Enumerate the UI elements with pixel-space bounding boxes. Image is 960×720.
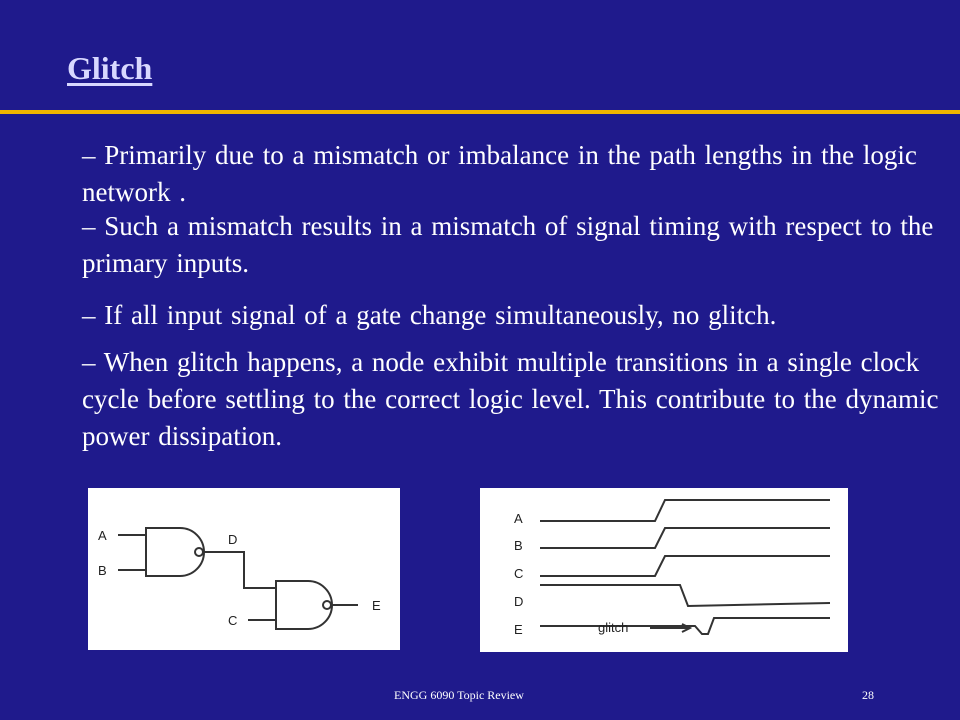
title-divider <box>0 110 960 114</box>
signal-label-c: C <box>514 566 524 581</box>
circuit-diagram <box>88 488 400 650</box>
label-a: A <box>98 528 107 543</box>
waveform-d <box>540 585 830 606</box>
wire-d <box>203 552 276 588</box>
label-e: E <box>372 598 381 613</box>
bullet-item: – Such a mismatch results in a mismatch of signal timing with respect to the primary inputs. <box>82 211 934 278</box>
page-number: 28 <box>862 688 874 702</box>
label-c: C <box>228 613 238 628</box>
waveform-b <box>540 528 830 548</box>
bullet-item: – If all input signal of a gate change simultaneously, no glitch. <box>82 300 777 330</box>
signal-label-e: E <box>514 622 523 637</box>
inverter-bubble-2 <box>323 601 331 609</box>
slide-title: Glitch <box>67 50 153 86</box>
label-b: B <box>98 563 107 578</box>
circuit-svg <box>88 488 400 650</box>
waveform-a <box>540 500 830 521</box>
waveform-c <box>540 556 830 576</box>
signal-label-b: B <box>514 538 523 553</box>
waveform-diagram <box>480 488 848 652</box>
signal-label-a: A <box>514 511 523 526</box>
glitch-annotation: glitch <box>598 620 629 635</box>
signal-label-d: D <box>514 594 524 609</box>
footer-title: ENGG 6090 Topic Review <box>394 688 524 702</box>
waveform-svg <box>480 488 848 652</box>
label-d: D <box>228 532 238 547</box>
bullet-item: – Primarily due to a mismatch or imbalance in the path lengths in the logic network . <box>82 140 917 207</box>
inverter-bubble-1 <box>195 548 203 556</box>
bullet-item: – When glitch happens, a node exhibit multiple transitions in a single clock cycle before settling to the correct logic level. This contribute to the dynamic power dissipation. <box>82 347 939 451</box>
